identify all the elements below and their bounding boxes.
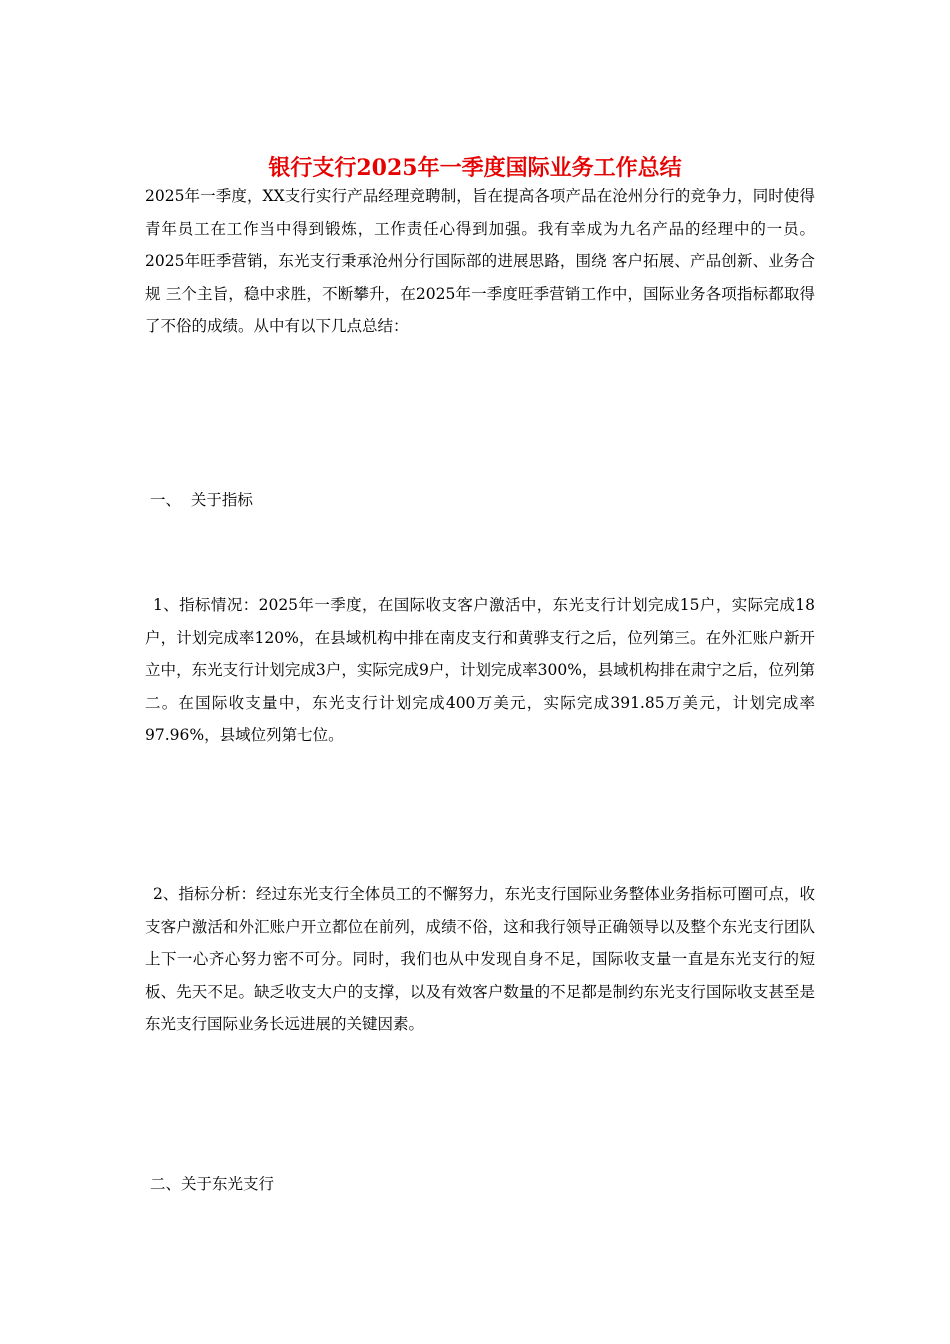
indicator-situation-paragraph: 1、指标情况：2025年一季度，在国际收支客户激活中，东光支行计划完成15户，实际完成18户，计划完成率120%，在县域机构中排在南皮支行和黄骅支行之后，位列第三。在外汇账户新开立中，东光支行计划完成3户，实际完成9户，计划完成率300%，县域机构排在肃宁之后，位列第二。在国际收支量中，东光支行计划完成400万美元，实际完成391.85万美元，计划完成率97.96%，县域位列第七位。	[145, 596, 815, 744]
section-heading-indicators: 一、 关于指标	[150, 491, 253, 509]
document-title: 银行支行2025年一季度国际业务工作总结	[268, 155, 682, 181]
section-heading-branch: 二、关于东光支行	[150, 1175, 275, 1193]
indicator-analysis-paragraph: 2、指标分析：经过东光支行全体员工的不懈努力，东光支行国际业务整体业务指标可圈可点，收支客户激活和外汇账户开立都位在前列，成绩不俗，这和我行领导正确领导以及整个东光支行团队上下一心齐心努力密不可分。同时，我们也从中发现自身不足，国际收支量一直是东光支行的短板、先天不足。缺乏收支大户的支撑，以及有效客户数量的不足都是制约东光支行国际收支甚至是东光支行国际业务长远进展的关键因素。	[145, 885, 815, 1033]
intro-paragraph: 2025年一季度，XX支行实行产品经理竞聘制，旨在提高各项产品在沧州分行的竞争力，同时使得青年员工在工作当中得到锻炼，工作责任心得到加强。我有幸成为九名产品的经理中的一员。2025年旺季营销，东光支行秉承沧州分行国际部的进展思路，围绕 客户拓展、产品创新、业务合规 三个主旨，稳中求胜，不断攀升，在2025年一季度旺季营销工作中，国际业务各项指标都取得了不俗的成绩。从中有以下几点总结：	[145, 187, 815, 335]
